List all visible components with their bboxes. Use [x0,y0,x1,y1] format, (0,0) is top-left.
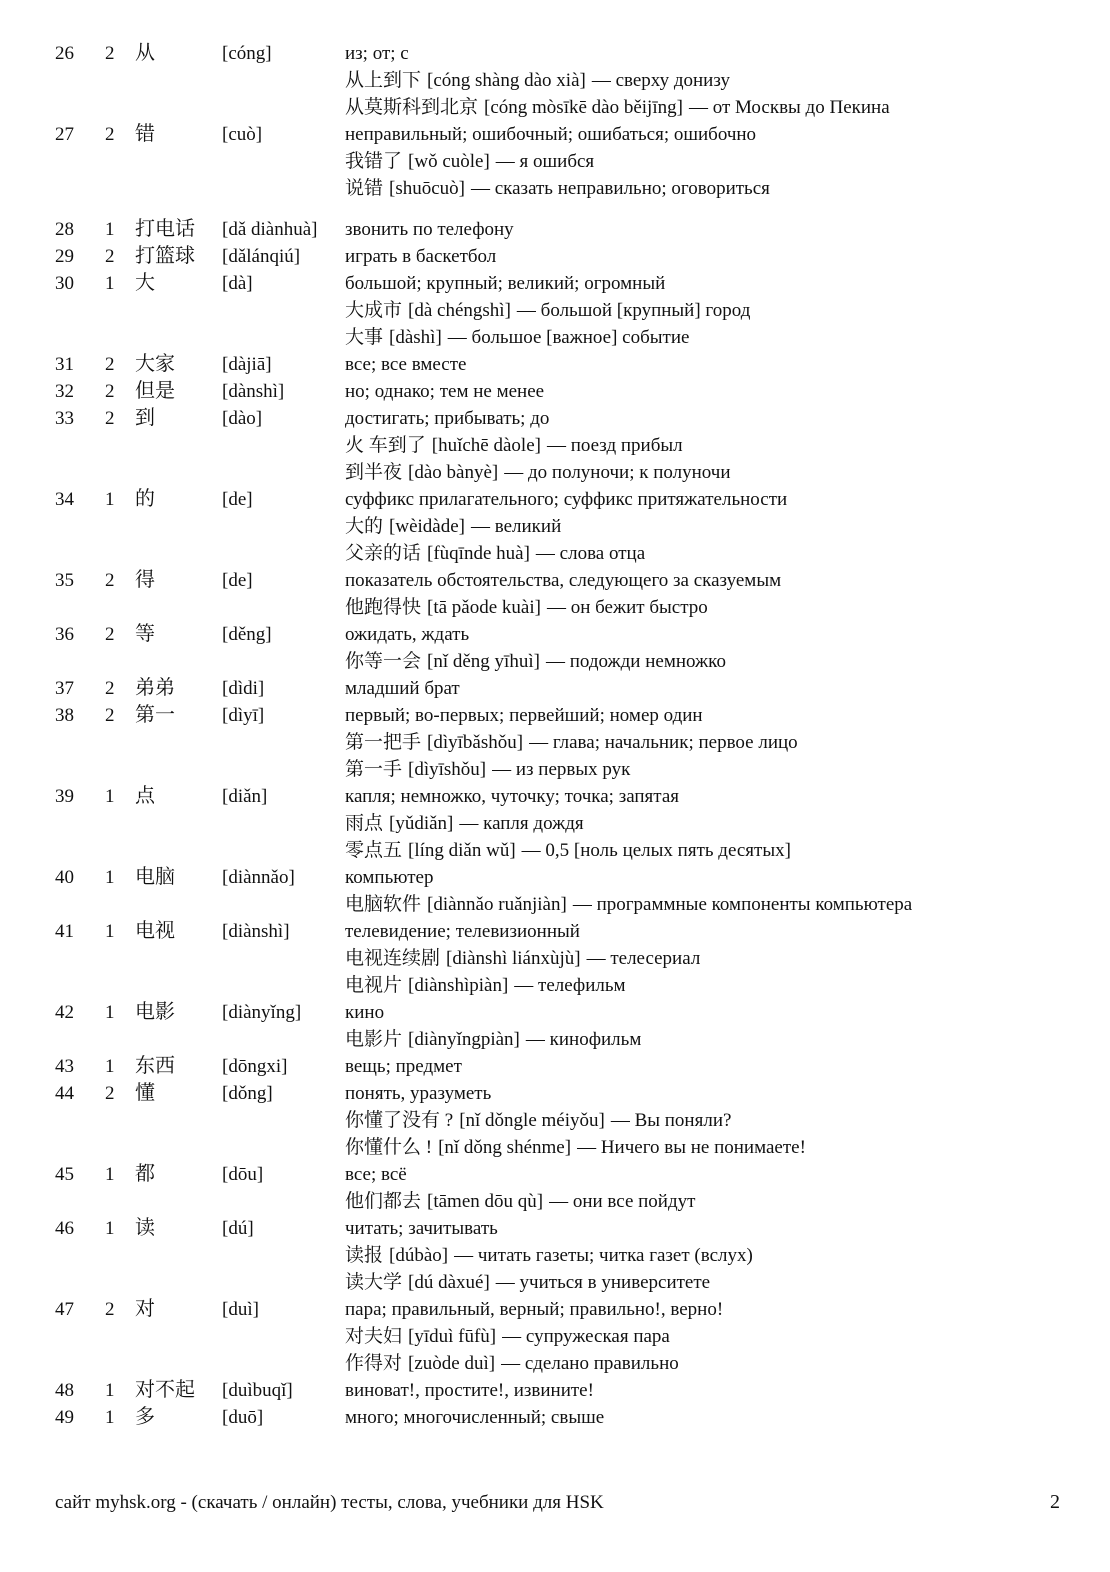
example-line [345,67,1080,94]
example-pinyin: [dàshì] [389,327,442,348]
example-translation: — поезд прибыл [546,435,683,456]
example-line [345,729,1080,756]
example-translation: — подожди немножко [545,651,726,672]
vocab-entry [0,783,1110,864]
example-hanzi: 对夫妇 [345,1326,403,1347]
entry-row [55,999,1080,1026]
example-pinyin: [dìyībǎshǒu] [427,732,524,753]
example-hanzi: 作得对 [345,1353,403,1374]
entry-row [55,40,1080,67]
entry-meaning: капля; немножко, чуточку; точка; запятая [345,786,679,807]
hsk-level: 1 [105,1056,115,1077]
hsk-level: 1 [105,1164,115,1185]
hsk-level: 2 [105,381,115,402]
hsk-level: 2 [105,1083,115,1104]
example-hanzi: 他跑得快 [345,597,422,618]
entry-pinyin: [dàjiā] [222,354,272,375]
entry-hanzi: 得 [135,569,155,591]
entry-hanzi: 懂 [135,1082,155,1104]
entry-pinyin: [diànnǎo] [222,867,295,888]
example-translation: — сказать неправильно; оговориться [471,178,770,199]
vocab-entry [0,1215,1110,1296]
page-number: 2 [1050,1491,1060,1513]
entry-meaning: все; все вместе [345,354,467,375]
hsk-level: 1 [105,489,115,510]
entry-row [55,864,1080,891]
hsk-level: 2 [105,408,115,429]
example-line [345,148,1080,175]
hsk-level: 2 [105,124,115,145]
entry-number: 34 [55,489,74,510]
example-pinyin: [shuōcuò] [389,178,465,199]
entry-number: 33 [55,408,74,429]
entry-row [55,216,1080,243]
entry-number: 31 [55,354,74,375]
entry-number: 36 [55,624,74,645]
example-hanzi: 你懂了没有 ? [345,1110,454,1131]
hsk-level: 1 [105,786,115,807]
vocab-entry [0,1296,1110,1377]
entry-hanzi: 错 [135,123,155,145]
example-hanzi: 读报 [345,1245,384,1266]
entry-meaning: понять, уразуметь [345,1083,492,1104]
vocab-entry [0,270,1110,351]
entry-hanzi: 对 [135,1298,155,1320]
example-pinyin: [huǐchē dàole] [431,435,541,456]
entry-row [55,1161,1080,1188]
entry-meaning: неправильный; ошибочный; ошибаться; ошибочно [345,124,757,145]
entry-row [55,1080,1080,1107]
entry-hanzi: 对不起 [135,1379,195,1401]
entry-pinyin: [diǎn] [222,786,268,807]
entry-meaning: читать; зачитывать [345,1218,498,1239]
example-line [345,324,1080,351]
entry-row [55,702,1080,729]
example-hanzi: 父亲的话 [345,543,422,564]
example-pinyin: [dúbào] [389,1245,449,1266]
vocab-entry [0,1404,1110,1431]
entry-number: 38 [55,705,74,726]
example-hanzi: 他们都去 [345,1191,422,1212]
vocab-entry [0,405,1110,486]
entry-hanzi: 电影 [135,1001,175,1023]
example-pinyin: [fùqīnde huà] [427,543,530,564]
example-translation: — кинофильм [525,1029,642,1050]
entry-number: 35 [55,570,74,591]
example-translation: — большое [важное] событие [447,327,690,348]
example-translation: — телефильм [514,975,626,996]
entry-meaning: все; всё [345,1164,407,1185]
entry-number: 30 [55,273,74,294]
entry-pinyin: [cuò] [222,124,263,145]
example-line [345,594,1080,621]
example-line [345,945,1080,972]
example-hanzi: 火 车到了 [345,435,426,456]
example-pinyin: [wèidàde] [389,516,465,537]
entry-meaning: но; однако; тем не менее [345,381,545,402]
entry-pinyin: [dànshì] [222,381,285,402]
entry-row [55,783,1080,810]
entry-meaning: виноват!, простите!, извините! [345,1380,594,1401]
entry-number: 44 [55,1083,74,1104]
example-line [345,756,1080,783]
entry-number: 48 [55,1380,74,1401]
example-pinyin: [líng diǎn wǔ] [408,840,516,861]
example-translation: — программные компоненты компьютера [572,894,913,915]
entry-meaning: показатель обстоятельства, следующего за сказуемым [345,570,782,591]
example-translation: — до полуночи; к полуночи [504,462,731,483]
example-translation: — читать газеты; читка газет (вслух) [454,1245,753,1266]
entry-number: 32 [55,381,74,402]
example-pinyin: [diànshì liánxùjù] [446,948,581,969]
entry-row [55,1404,1080,1431]
example-translation: — супружеская пара [502,1326,670,1347]
example-translation: — я ошибся [495,151,595,172]
footer-site-note: сайт myhsk.org - (скачать / онлайн) тесты, слова, учебники для HSK [55,1492,604,1513]
example-translation: — Ничего вы не понимаете! [577,1137,806,1158]
example-hanzi: 第一把手 [345,732,422,753]
example-hanzi: 到半夜 [345,462,403,483]
example-line [345,297,1080,324]
entry-pinyin: [dǎ diànhuà] [222,219,318,240]
entry-row [55,1377,1080,1404]
entry-number: 26 [55,43,74,64]
example-line [345,175,1080,202]
entry-meaning: достигать; прибывать; до [345,408,550,429]
entry-pinyin: [cóng] [222,43,272,64]
example-hanzi: 电影片 [345,1029,403,1050]
hsk-level: 2 [105,354,115,375]
vocab-entry [0,351,1110,378]
entry-pinyin: [dà] [222,273,253,294]
entry-meaning: ожидать, ждать [345,624,470,645]
example-hanzi: 大成市 [345,300,403,321]
example-hanzi: 你懂什么 ! [345,1137,433,1158]
vocab-entry [0,243,1110,270]
entry-meaning: младший брат [345,678,460,699]
entry-row [55,567,1080,594]
example-pinyin: [dú dàxué] [408,1272,490,1293]
example-line [345,810,1080,837]
example-translation: — Вы поняли? [610,1110,732,1131]
entry-meaning: звонить по телефону [345,219,514,240]
entry-hanzi: 电视 [135,920,175,942]
entry-hanzi: 大 [135,272,155,294]
hsk-level: 2 [105,570,115,591]
vocab-entry [0,216,1110,243]
example-pinyin: [dìyīshǒu] [408,759,487,780]
example-pinyin: [diànyǐngpiàn] [408,1029,520,1050]
vocab-entry [0,567,1110,621]
entry-number: 41 [55,921,74,942]
example-hanzi: 电脑软件 [345,894,422,915]
entry-hanzi: 但是 [135,380,175,402]
entry-row [55,486,1080,513]
vocab-entry [0,702,1110,783]
entry-pinyin: [dìyī] [222,705,265,726]
vocab-entry [0,918,1110,999]
entry-meaning: играть в баскетбол [345,246,497,267]
entry-hanzi: 第一 [135,704,175,726]
entry-number: 37 [55,678,74,699]
entry-row [55,1053,1080,1080]
example-hanzi: 从上到下 [345,70,422,91]
example-pinyin: [dà chéngshì] [408,300,511,321]
entry-hanzi: 打电话 [135,218,195,240]
example-hanzi: 你等一会 [345,651,422,672]
example-hanzi: 大的 [345,516,384,537]
entry-meaning: большой; крупный; великий; огромный [345,273,666,294]
entry-pinyin: [děng] [222,624,272,645]
example-translation: — 0,5 [ноль целых пять десятых] [521,840,791,861]
example-line [345,1350,1080,1377]
example-translation: — от Москвы до Пекина [688,97,890,118]
entry-number: 27 [55,124,74,145]
hsk-level: 2 [105,246,115,267]
example-pinyin: [wǒ cuòle] [408,151,490,172]
entry-hanzi: 读 [135,1217,155,1239]
example-line [345,1107,1080,1134]
example-hanzi: 大事 [345,327,384,348]
example-line [345,891,1080,918]
example-pinyin: [yīduì fūfù] [408,1326,497,1347]
entry-meaning: кино [345,1002,385,1023]
entry-pinyin: [diànshì] [222,921,290,942]
example-line [345,648,1080,675]
example-hanzi: 从莫斯科到北京 [345,97,479,118]
example-pinyin: [cóng shàng dào xià] [427,70,586,91]
entry-number: 46 [55,1218,74,1239]
entry-pinyin: [duō] [222,1407,264,1428]
entry-meaning: много; многочисленный; свыше [345,1407,605,1428]
entry-row [55,621,1080,648]
vocab-entry [0,486,1110,567]
entry-number: 29 [55,246,74,267]
example-pinyin: [tā pǎode kuài] [427,597,541,618]
example-pinyin: [dào bànyè] [408,462,499,483]
example-pinyin: [yǔdiǎn] [389,813,454,834]
example-pinyin: [zuòde duì] [408,1353,496,1374]
entry-pinyin: [de] [222,570,253,591]
entry-row [55,351,1080,378]
entry-row [55,405,1080,432]
entry-number: 43 [55,1056,74,1077]
example-translation: — учиться в университете [495,1272,711,1293]
entry-pinyin: [duì] [222,1299,259,1320]
example-line [345,432,1080,459]
hsk-level: 2 [105,1299,115,1320]
entry-hanzi: 打篮球 [135,245,195,267]
example-translation: — сверху донизу [591,70,730,91]
example-line [345,972,1080,999]
entry-meaning: первый; во-первых; первейший; номер один [345,705,703,726]
example-hanzi: 电视片 [345,975,403,996]
hsk-level: 1 [105,1407,115,1428]
vocab-entry [0,1377,1110,1404]
entry-number: 39 [55,786,74,807]
hsk-level: 1 [105,867,115,888]
vocab-entry [0,675,1110,702]
entry-pinyin: [dào] [222,408,263,429]
vocab-entry [0,1161,1110,1215]
entry-meaning: телевидение; телевизионный [345,921,580,942]
example-hanzi: 读大学 [345,1272,403,1293]
entry-hanzi: 从 [135,42,155,64]
example-pinyin: [nǐ dǒng shénme] [438,1137,572,1158]
entry-pinyin: [duìbuqǐ] [222,1380,293,1401]
entry-pinyin: [dìdi] [222,678,265,699]
example-line [345,459,1080,486]
example-hanzi: 第一手 [345,759,403,780]
entry-row [55,378,1080,405]
example-hanzi: 电视连续剧 [345,948,441,969]
entry-number: 49 [55,1407,74,1428]
entry-pinyin: [dǒng] [222,1083,273,1104]
entry-row [55,270,1080,297]
hsk-level: 1 [105,1218,115,1239]
example-line [345,540,1080,567]
example-hanzi: 说错 [345,178,384,199]
vocab-entry [0,40,1110,121]
entry-pinyin: [dú] [222,1218,254,1239]
example-pinyin: [nǐ dǒngle méiyǒu] [459,1110,605,1131]
entry-hanzi: 弟弟 [135,677,175,699]
example-translation: — они все пойдут [549,1191,696,1212]
vocab-entry [0,864,1110,918]
entry-number: 47 [55,1299,74,1320]
page-footer [55,1489,1060,1516]
hsk-level: 1 [105,1002,115,1023]
example-line [345,513,1080,540]
vocab-entry [0,121,1110,202]
example-line [345,94,1080,121]
example-translation: — слова отца [535,543,646,564]
entry-row [55,243,1080,270]
vocab-entry [0,378,1110,405]
vocab-entry [0,1053,1110,1080]
entry-pinyin: [de] [222,489,253,510]
entry-hanzi: 点 [135,785,155,807]
vocab-entry [0,1080,1110,1161]
example-line [345,837,1080,864]
entry-pinyin: [dōngxi] [222,1056,288,1077]
entry-hanzi: 大家 [135,353,175,375]
hsk-level: 2 [105,624,115,645]
entry-row [55,121,1080,148]
hsk-level: 2 [105,678,115,699]
vocab-list [0,40,1110,1431]
example-translation: — глава; начальник; первое лицо [529,732,798,753]
entry-pinyin: [diànyǐng] [222,1002,302,1023]
example-pinyin: [tāmen dōu qù] [427,1191,544,1212]
entry-meaning: пара; правильный, верный; правильно!, верно! [345,1299,724,1320]
example-line [345,1188,1080,1215]
entry-meaning: компьютер [345,867,434,888]
example-pinyin: [diànnǎo ruǎnjiàn] [427,894,567,915]
example-pinyin: [cóng mòsīkē dào běijīng] [484,97,683,118]
hsk-level: 1 [105,219,115,240]
example-pinyin: [diànshìpiàn] [408,975,509,996]
example-line [345,1134,1080,1161]
entry-meaning: вещь; предмет [345,1056,462,1077]
example-translation: — телесериал [586,948,701,969]
entry-row [55,918,1080,945]
vocab-entry [0,999,1110,1053]
example-pinyin: [nǐ děng yīhuì] [427,651,540,672]
entry-meaning: суффикс прилагательного; суффикс притяжательности [345,489,788,510]
example-line [345,1269,1080,1296]
example-hanzi: 雨点 [345,813,384,834]
entry-number: 45 [55,1164,74,1185]
vocab-entry [0,621,1110,675]
entry-number: 42 [55,1002,74,1023]
hsk-level: 2 [105,705,115,726]
example-hanzi: 我错了 [345,151,403,172]
entry-row [55,1296,1080,1323]
entry-row [55,675,1080,702]
entry-row [55,1215,1080,1242]
example-translation: — большой [крупный] город [516,300,751,321]
example-hanzi: 零点五 [345,840,403,861]
hsk-level: 1 [105,273,115,294]
hsk-level: 1 [105,1380,115,1401]
entry-number: 40 [55,867,74,888]
entry-number: 28 [55,219,74,240]
example-line [345,1026,1080,1053]
entry-hanzi: 等 [135,623,155,645]
example-line [345,1323,1080,1350]
entry-pinyin: [dǎlánqiú] [222,246,301,267]
example-translation: — капля дождя [459,813,584,834]
example-translation: — великий [470,516,562,537]
entry-pinyin: [dōu] [222,1164,264,1185]
hsk-level: 1 [105,921,115,942]
entry-hanzi: 电脑 [135,866,175,888]
entry-hanzi: 的 [135,488,155,510]
example-line [345,1242,1080,1269]
entry-hanzi: 都 [135,1163,155,1185]
entry-hanzi: 多 [135,1406,155,1428]
hsk-level: 2 [105,43,115,64]
example-translation: — сделано правильно [501,1353,679,1374]
example-translation: — он бежит быстро [546,597,708,618]
entry-hanzi: 东西 [135,1055,175,1077]
entry-hanzi: 到 [135,407,155,429]
example-translation: — из первых рук [492,759,631,780]
entry-meaning: из; от; с [345,43,409,64]
